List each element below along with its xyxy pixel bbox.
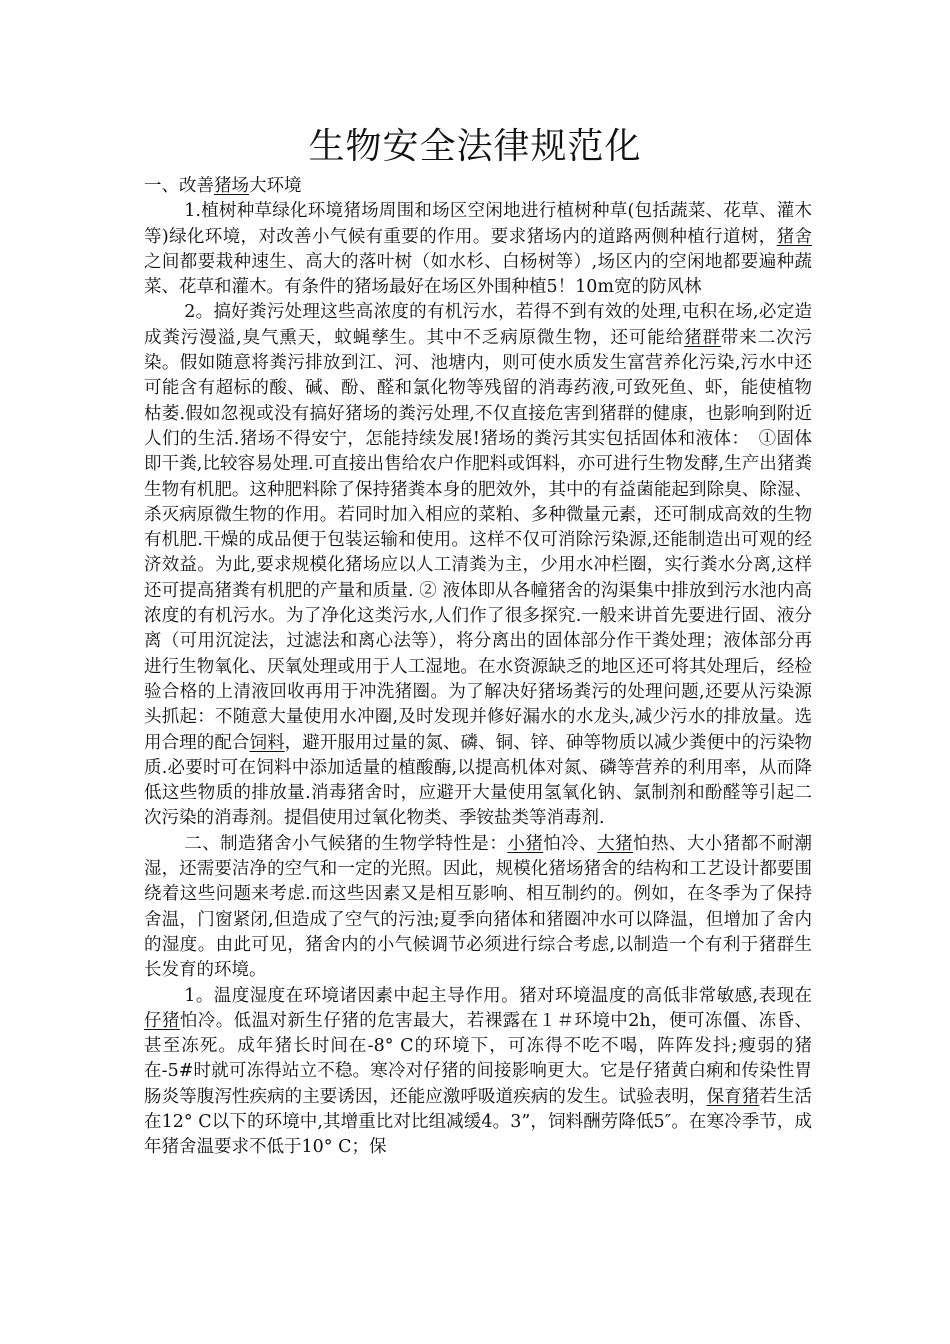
section-heading-suffix: 大环境 <box>249 176 302 196</box>
paragraph-text: ，避开服用过量的氮、磷、铜、锌、砷等物质以减少粪便中的污染物质.必要时可在饲料中添加适量的植酸酶,以提高机体对氮、磷等营养的利用率，从而降低这些物质的排放量.消毒猪舍时，应避开大量使用氢氧化钠、氯制剂和酚醛等引起二次污染的消毒剂。提倡使用过氧化物类、季铵盐类等消毒剂. <box>144 732 813 829</box>
document-body <box>144 174 812 1161</box>
paragraph-text: 怕热、大小猪都不耐潮湿，还需要洁净的空气和一定的光照。因此，规模化猪场猪舍的结构和工艺设计都要围绕着这些问题来考虑.而这些因素又是相互影响、相互制约的。例如，在冬季为了保持舍温，门窗紧闭,但造成了空气的污浊;夏季向猪体和猪圈冲水可以降温，但增加了舍内的湿度。由此可见，猪舍内的小气候调节必须进行综合考虑,以制造一个有利于猪群生长发育的环境。 <box>144 833 813 981</box>
paragraph-temperature <box>144 984 812 1161</box>
link-feed[interactable]: 饲料 <box>249 732 285 753</box>
paragraph-planting <box>144 199 812 300</box>
paragraph-text: 若生活在12° C以下的环境中,其增重比对比组减缓4。3”，饲料酬劳降低5″。在寒冷季节，成年猪舍温要求不低于10° C；保 <box>144 1086 813 1158</box>
paragraph-text: 之间都要栽种速生、高大的落叶树（如水杉、白杨树等）,场区内的空闲地都要遍种蔬菜、花草和灌木。有条件的猪场最好在场区外围种植5！10m宽的防风林 <box>144 251 812 298</box>
paragraph-manure <box>144 300 812 831</box>
link-pig-house[interactable]: 猪舍 <box>776 226 813 247</box>
paragraph-text: 二、制造猪舍小气候猪的生物学特性是： <box>184 833 508 854</box>
link-big-pig[interactable]: 大猪 <box>597 833 633 854</box>
link-pig-herd[interactable]: 猪群 <box>684 327 721 348</box>
section-heading-1 <box>144 174 812 199</box>
paragraph-text: 带来二次污染。假如随意将粪污排放到江、河、池塘内，则可使水质发生富营养化污染,污水中还可能含有超标的酸、碱、酚、醛和氯化物等残留的消毒药液,可致死鱼、虾，能使植物枯萎.假如忽视或没有搞好猪场的粪污处理,不仅直接危害到猪群的健康，也影响到附近人们的生活.猪场不得安宁，怎能持续发展!猪场的粪污其实包括固体和液体： ①固体即干粪,比较容易处理.可直接出售给农户作肥料或饵料，亦可进行生物发酵,生产出猪粪生物有机肥。这种肥料除了保持猪粪本身的肥效外，其中的有益菌能起到除臭、除湿、杀灭病原微生物的作用。若同时加入相应的菜粕、多种微量元素，还可制成高效的生物有机肥.干燥的成品便于包装运输和使用。这样不仅可消除污染源,还能制造出可观的经济效益。为此,要求规模化猪场应以人工清粪为主，少用水冲栏圈，实行粪水分离,这样还可提高猪粪有机肥的产量和质量. ② 液体即从各幢猪舍的沟渠集中排放到污水池内高浓度的有机污水。为了净化这类污水,人们作了很多探究.一般来讲首先要进行固、液分离（可用沉淀法，过滤法和离心法等），将分离出的固体部分作干粪处理；液体部分再进行生物氧化、厌氧处理或用于人工湿地。在水资源缺乏的地区还可将其处理后，经检验合格的上清液回收再用于冲洗猪圈。为了解决好猪场粪污的处理问题,还要从污染源头抓起：不随意大量使用水冲圈,及时发现并修好漏水的水龙头,减少污水的排放量。选用合理的配合 <box>144 327 813 753</box>
link-nursery-pig[interactable]: 保育猪 <box>706 1086 760 1107</box>
link-piglet-small[interactable]: 小猪 <box>507 833 544 854</box>
paragraph-microclimate <box>144 832 812 984</box>
link-piglet[interactable]: 仔猪 <box>144 1010 180 1031</box>
section-heading-prefix: 一、改善 <box>144 176 214 196</box>
paragraph-text: 怕冷。低温对新生仔猪的危害最大，若裸露在１＃环境中2h，便可冻僵、冻昏、甚至冻死。成年猪长时间在-8° C的环境下，可冻得不吃不喝，阵阵发抖;瘦弱的猪在-5#时就可冻得站立不稳。寒冷对仔猪的间接影响更大。它是仔猪黄白痢和传染性胃肠炎等腹泻性疾病的主要诱因，还能应激呼吸道疾病的发生。试验表明， <box>144 1010 813 1107</box>
link-pig-farm[interactable]: 猪场 <box>214 176 249 196</box>
paragraph-text: 1。温度湿度在环境诸因素中起主导作用。猪对环境温度的高低非常敏感,表现在 <box>184 985 812 1006</box>
page-title: 生物安全法律规范化 <box>308 126 642 167</box>
paragraph-text: 1.植树种草绿化环境猪场周围和场区空闲地进行植树种草(包括蔬菜、花草、灌木等)绿化环境，对改善小气候有重要的作用。要求猪场内的道路两侧种植行道树， <box>144 201 812 247</box>
paragraph-text: 怕冷、 <box>543 833 598 854</box>
paragraph-text: 2。搞好粪污处理这些高浓度的有机污水，若得不到有效的处理,屯积在场,必定造成粪污漫溢,臭气熏天，蚊蝇孳生。其中不乏病原微生物，还可能给 <box>144 302 812 348</box>
